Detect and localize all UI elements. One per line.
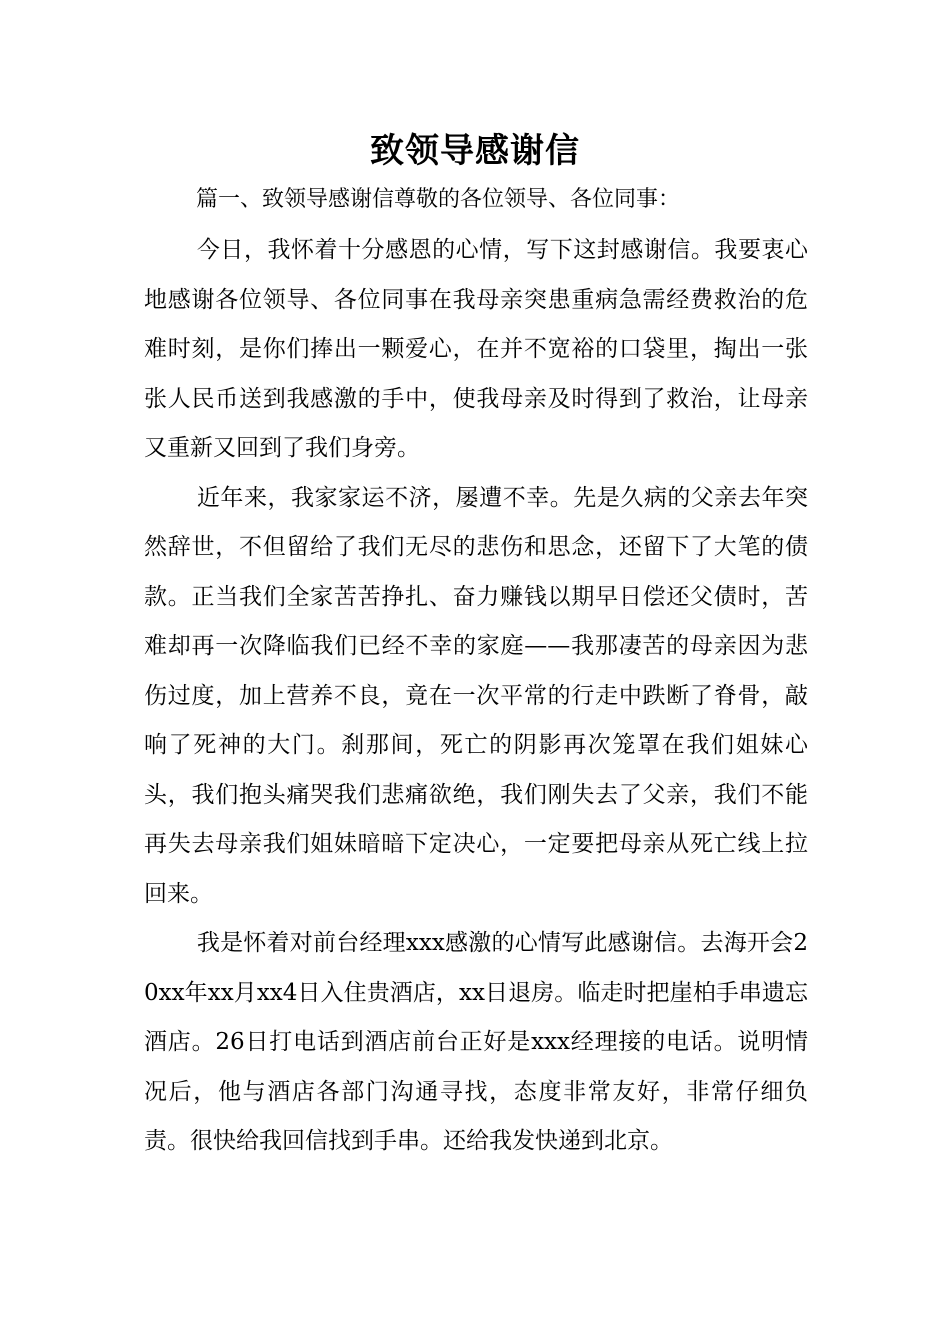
page-title: 致领导感谢信 (370, 131, 580, 171)
section-heading: 篇一、致领导感谢信尊敬的各位领导、各位同事： (196, 187, 681, 212)
paragraph-hotel-thanks: 我是怀着对前台经理xxx感激的心情写此感谢信。去海开会20xx年xx月xx4日入住贵酒店，xx日退房。临走时把崖柏手串遗忘酒店。26日打电话到酒店前台正好是xxx经理接的电话。说明情况后，他与酒店各部门沟通寻找，态度非常友好，非常仔细负责。很快给我回信找到手串。还给我发快递到北京。 (144, 930, 808, 1154)
paragraph-gratitude: 今日，我怀着十分感恩的心情，写下这封感谢信。我要衷心地感谢各位领导、各位同事在我母亲突患重病急需经费救治的危难时刻，是你们捧出一颗爱心，在并不宽裕的口袋里，掏出一张张人民币送到我感激的手中，使我母亲及时得到了救治，让母亲又重新又回到了我们身旁。 (144, 237, 808, 461)
letter-body (144, 226, 808, 1167)
paragraph-family-hardship: 近年来，我家家运不济，屡遭不幸。先是久病的父亲去年突然辞世，不但留给了我们无尽的悲伤和思念，还留下了大笔的债款。正当我们全家苦苦挣扎、奋力赚钱以期早日偿还父债时，苦难却再一次降临我们已经不幸的家庭——我那凄苦的母亲因为悲伤过度，加上营养不良，竟在一次平常的行走中跌断了脊骨，敲响了死神的大门。刹那间，死亡的阴影再次笼罩在我们姐妹心头，我们抱头痛哭我们悲痛欲绝，我们刚失去了父亲，我们不能再失去母亲我们姐妹暗暗下定决心，一定要把母亲从死亡线上拉回来。 (144, 484, 808, 907)
